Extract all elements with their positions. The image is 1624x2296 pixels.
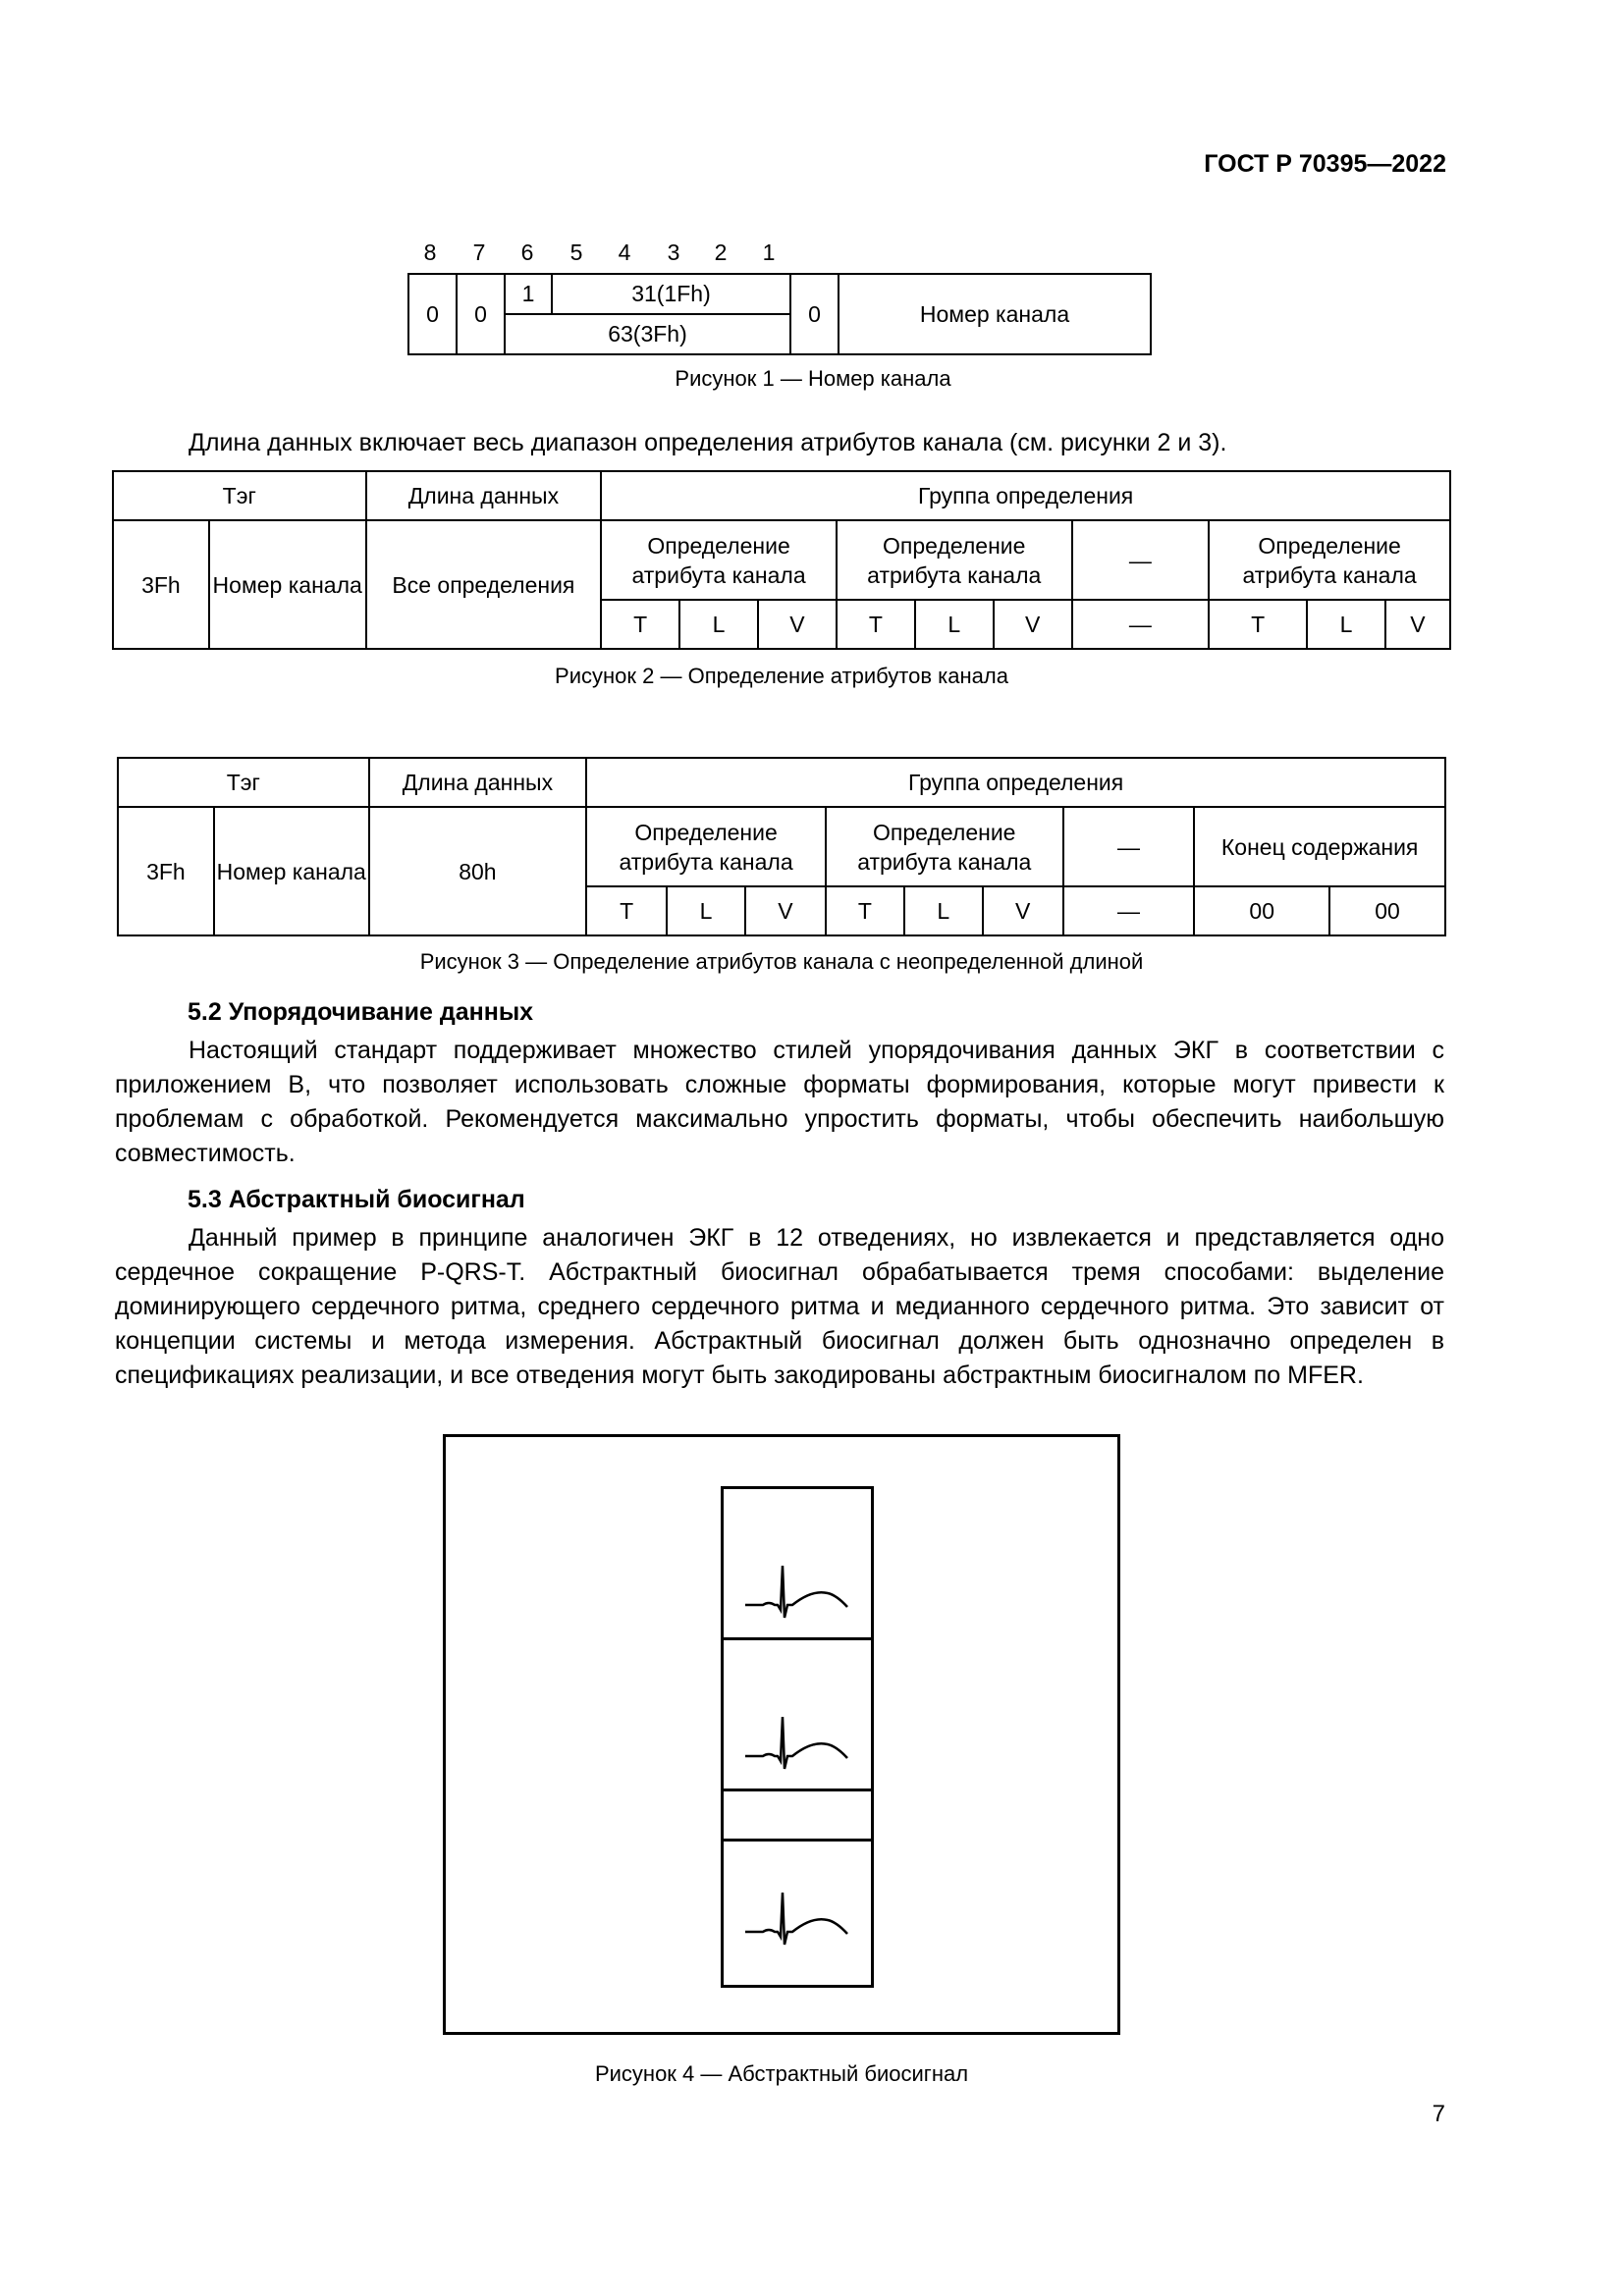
intro-paragraph: Длина данных включает весь диапазон определения атрибутов канала (см. рисунки 2 и 3). — [189, 429, 1227, 456]
attribute-definition: Определение атрибута канала — [837, 520, 1072, 600]
document-id: ГОСТ Р 70395—2022 — [1204, 150, 1446, 178]
figure2-caption: Рисунок 2 — Определение атрибутов канала — [555, 664, 1008, 688]
tlv-cell: L — [1307, 600, 1385, 649]
lead-separator — [721, 1789, 874, 1842]
tlv-cell: V — [758, 600, 837, 649]
length-header: Длина данных — [366, 471, 602, 520]
length-header: Длина данных — [369, 758, 587, 807]
bit-number: 3 — [667, 240, 680, 265]
figure3-table — [117, 757, 1446, 936]
tag-header: Тэг — [113, 471, 366, 520]
tag-name: Номер канала — [209, 520, 366, 649]
length-value: 80h — [369, 807, 587, 935]
figure1-caption: Рисунок 1 — Номер канала — [675, 366, 951, 391]
section-5-3-heading: 5.3 Абстрактный биосигнал — [188, 1186, 525, 1213]
tag-code: 3Fh — [118, 807, 214, 935]
lead-box — [721, 1839, 874, 1988]
bit-number: 1 — [762, 240, 776, 265]
lead-box — [721, 1486, 874, 1640]
ellipsis-dash: — — [1063, 886, 1195, 935]
ellipsis-dash: — — [1063, 807, 1195, 886]
end-of-contents: Конец содержания — [1194, 807, 1445, 886]
tlv-cell: V — [983, 886, 1063, 935]
tlv-cell: T — [1209, 600, 1307, 649]
value-long-cell: 63(3Fh) — [504, 313, 791, 355]
channel-field-cell: Номер канала — [838, 273, 1152, 355]
group-header: Группа определения — [601, 471, 1450, 520]
tlv-cell: T — [586, 886, 667, 935]
bit-number: 8 — [423, 240, 437, 265]
section-5-3-body: Данный пример в принципе аналогичен ЭКГ в 12 отведениях, но извлекается и представляется одно сердечное сокращение P-QRS-T. Абстрактный биосигнал обрабатывается тремя способами: выделение доминирующего сердечного ритма, среднего сердечного ритма и медианного сердечного ритма. Это зависит от концепции системы и метода измерения. Абстрактный биосигнал должен быть однозначно определен в спецификациях реализации, и все отведения могут быть закодированы абстрактным биосигналом по MFER. — [115, 1224, 1444, 1389]
tlv-cell: T — [601, 600, 679, 649]
tag-name: Номер канала — [214, 807, 369, 935]
tlv-cell: V — [745, 886, 826, 935]
tlv-cell: L — [915, 600, 994, 649]
tag-header: Тэг — [118, 758, 369, 807]
tlv-cell: V — [1385, 600, 1450, 649]
tlv-cell: L — [904, 886, 983, 935]
attribute-definition: Определение атрибута канала — [826, 807, 1063, 886]
group-header: Группа определения — [586, 758, 1445, 807]
length-value: Все определения — [366, 520, 602, 649]
end-value: 00 — [1194, 886, 1329, 935]
bit-number: 6 — [520, 240, 534, 265]
lead-box — [721, 1637, 874, 1791]
ellipsis-dash: — — [1072, 600, 1210, 649]
tlv-cell: T — [826, 886, 904, 935]
figure4-caption: Рисунок 4 — Абстрактный биосигнал — [594, 2061, 969, 2086]
bit8-cell: 0 — [407, 273, 458, 355]
bit-number: 2 — [714, 240, 728, 265]
flag-cell: 1 — [504, 273, 553, 315]
attribute-definition: Определение атрибута канала — [601, 520, 837, 600]
tlv-cell: L — [679, 600, 758, 649]
ecg-beat-icon — [724, 1640, 871, 1789]
figure2-table — [112, 470, 1451, 650]
value-short-cell: 31(1Fh) — [551, 273, 791, 315]
bit7-cell: 0 — [456, 273, 506, 355]
section-5-2-heading: 5.2 Упорядочивание данных — [188, 998, 534, 1026]
end-value: 00 — [1329, 886, 1445, 935]
figure3-caption: Рисунок 3 — Определение атрибутов канала с неопределенной длиной — [419, 949, 1144, 974]
tlv-cell: V — [994, 600, 1072, 649]
attribute-definition: Определение атрибута канала — [1209, 520, 1450, 600]
bit-number: 5 — [569, 240, 583, 265]
page-number: 7 — [1432, 2101, 1445, 2127]
tag-code: 3Fh — [113, 520, 209, 649]
bit-number: 4 — [618, 240, 631, 265]
bit1-cell: 0 — [789, 273, 839, 355]
section-5-2-body: Настоящий стандарт поддерживает множество стилей упорядочивания данных ЭКГ в соответствии с приложением B, что позволяет использовать сложные форматы формирования, которые могут привести к проблемам с обработкой. Рекомендуется максимально упростить форматы, чтобы обеспечить наибольшую совместимость. — [115, 1037, 1444, 1167]
tlv-cell: T — [837, 600, 915, 649]
ecg-beat-icon — [724, 1489, 871, 1637]
ecg-beat-icon — [724, 1842, 871, 1985]
bit-number: 7 — [472, 240, 486, 265]
tlv-cell: L — [667, 886, 745, 935]
ellipsis-dash: — — [1072, 520, 1210, 600]
attribute-definition: Определение атрибута канала — [586, 807, 826, 886]
abstract-biosignal-frame — [443, 1434, 1120, 2035]
